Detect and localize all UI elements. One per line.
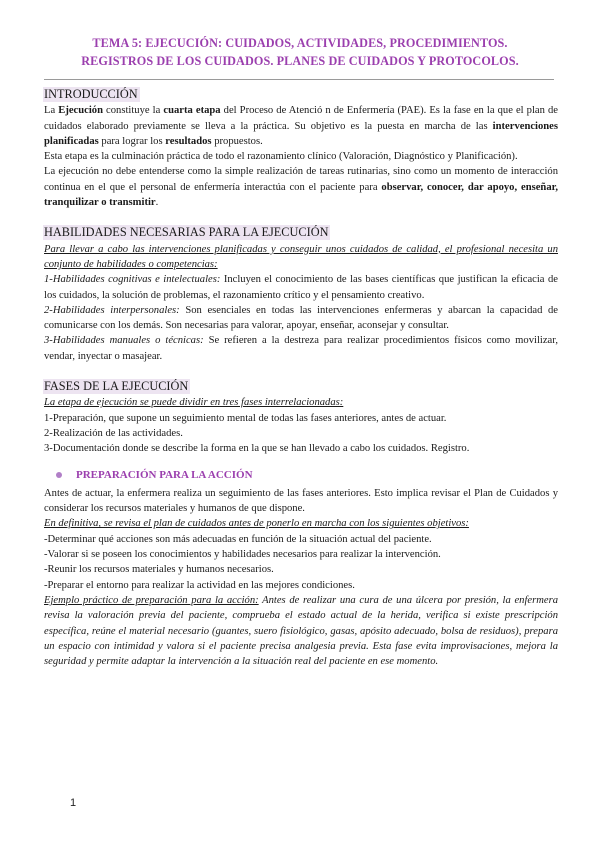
- title-line-1: TEMA 5: EJECUCIÓN: CUIDADOS, ACTIVIDADES, PROCEDIMIENTOS.: [92, 36, 508, 50]
- section-heading: HABILIDADES NECESARIAS PARA LA EJECUCIÓN: [44, 225, 329, 240]
- bullet-dot-icon: [56, 472, 62, 478]
- section-habilidades: [44, 225, 558, 364]
- list-item: -Reunir los recursos materiales y humanos necesarios.: [44, 564, 274, 576]
- paragraph: Antes de actuar, la enfermera realiza un seguimiento de las fases anteriores. Esto implica revisar el Plan de Cuidados y considerar los recursos materiales y humanos de que dispone.: [44, 487, 558, 515]
- document-title: [40, 34, 560, 70]
- title-line-2: REGISTROS DE LOS CUIDADOS. PLANES DE CUIDADOS Y PROTOCOLOS.: [81, 54, 519, 68]
- section-heading: INTRODUCCIÓN: [44, 87, 138, 101]
- list-item: 3-Documentación donde se describe la forma en la que se han llevado a cabo los cuidados. Registro.: [44, 443, 470, 455]
- section-lead: En definitiva, se revisa el plan de cuidados antes de ponerlo en marcha con los siguientes objetivos:: [44, 518, 469, 530]
- list-item: -Valorar si se poseen los conocimientos y habilidades necesarios para realizar la intervención.: [44, 549, 441, 561]
- list-item: 2-Habilidades interpersonales: Son esenciales en todas las intervenciones enfermeras y abarcan la capacidad de comunicarse con los demás. Son necesarias para valorar, apoyar, enseñar, aconsejar y consultar.: [44, 304, 559, 332]
- subsection-title: PREPARACIÓN PARA LA ACCIÓN: [76, 468, 253, 481]
- subsection-heading: [56, 468, 558, 483]
- page-number: 1: [70, 797, 77, 809]
- list-item: 1-Preparación, que supone un seguimiento mental de todas las fases anteriores, antes de actuar.: [44, 412, 447, 424]
- paragraph: La ejecución no debe entenderse como la simple realización de tareas rutinarias, sino como un momento de interacción continua en el que el personal de enfermería interactúa con el paciente para observar, conocer, dar apoyo, enseñar, tranquilizar o transmitir.: [44, 166, 558, 209]
- document-body: [44, 87, 558, 669]
- list-item: -Preparar el entorno para realizar la actividad en las mejores condiciones.: [44, 579, 355, 591]
- section-introduccion: [44, 87, 558, 210]
- list-item: 1-Habilidades cognitivas e intelectuales: Incluyen el conocimiento de las bases científicas que justifican la eficacia de los cuidados, la solución de problemas, el razonamiento crítico y el pensamiento creativo.: [44, 274, 558, 301]
- list-item: 3-Habilidades manuales o técnicas: Se refieren a la destreza para realizar procedimientos físicos como movilizar, vendar, inyectar o masajear.: [44, 335, 558, 362]
- section-lead: La etapa de ejecución se puede dividir en tres fases interrelacionadas:: [44, 397, 344, 409]
- list-item: 2-Realización de las actividades.: [44, 427, 183, 439]
- title-divider: [44, 79, 554, 80]
- section-preparacion: [44, 468, 558, 670]
- section-heading: FASES DE LA EJECUCIÓN: [44, 379, 189, 394]
- paragraph: La Ejecución constituye la cuarta etapa del Proceso de Atenció n de Enfermería (PAE). Es la fase en la que el plan de cuidados elaborado previamente se lleva a la práctica. Su objetivo es la puesta en marcha de las intervenciones planificadas para lograr los resultados propuestos.: [44, 105, 558, 147]
- paragraph: Esta etapa es la culminación práctica de todo el razonamiento clínico (Valoración, Diagnóstico y Planificación).: [44, 151, 518, 163]
- list-item: -Determinar qué acciones son más adecuadas en función de la situación actual del paciente.: [44, 533, 432, 545]
- section-lead: Para llevar a cabo las intervenciones planificadas y conseguir unos cuidados de calidad, el profesional necesita un conjunto de habilidades o competencias:: [44, 243, 558, 270]
- example-paragraph: Ejemplo práctico de preparación para la acción: Antes de realizar una cura de una úlcera por presión, la enfermera revisa la valoración previa del paciente, comprueba el estado actual de la herida, verifica si existe prescripción específica, reúne el material necesario (guantes, suero fisiológico, gasas, apósito adecuado, bolsa de residuos), prepara un espacio con intimidad y valora si el paciente precisa analgesia previa. Esta fase evita improvisaciones, mejora la seguridad y permite adaptar la intervención a la situación real del paciente en ese momento.: [44, 594, 558, 668]
- section-fases: [44, 379, 558, 456]
